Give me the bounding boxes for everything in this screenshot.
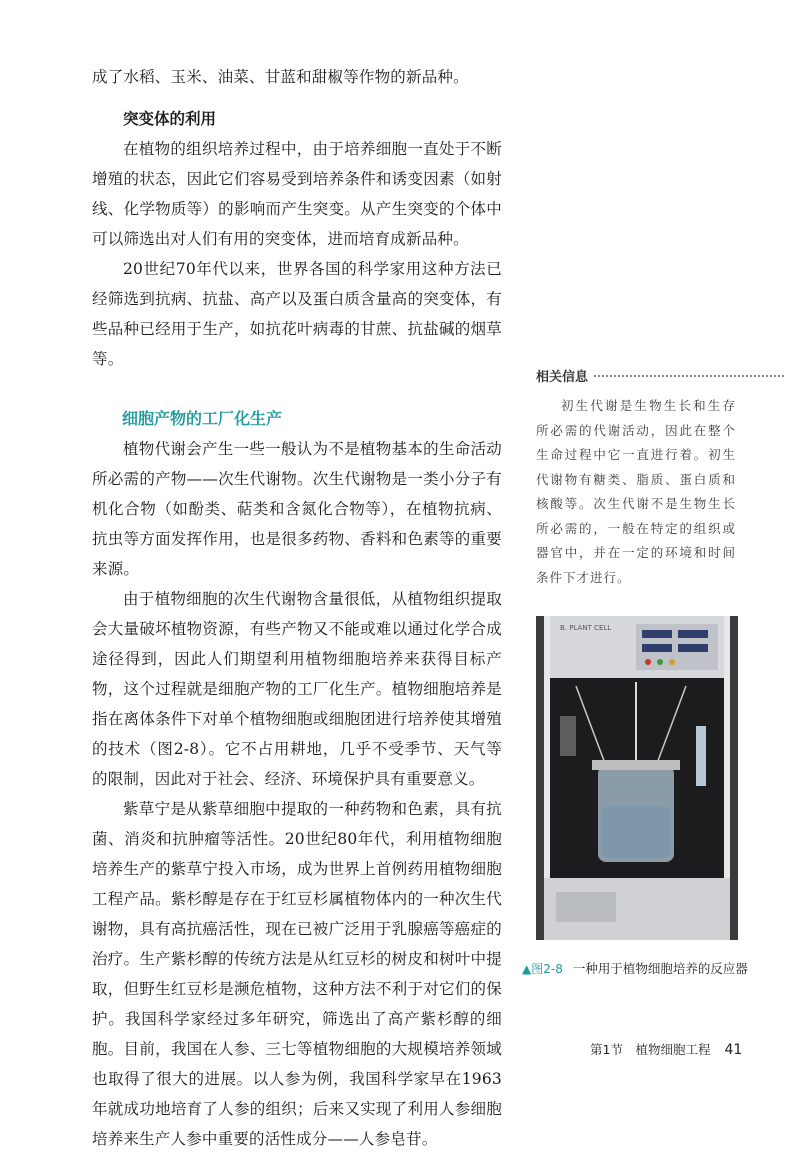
paragraph-shikonin-taxol: 紫草宁是从紫草细胞中提取的一种药物和色素，具有抗菌、消炎和抗肿瘤等活性。20世纪80年代，利用植物细胞培养生产的紫草宁投入市场，成为世界上首例药用植物细胞工程产品。紫杉醇是存在于红豆杉属植物体内的一种次生代谢物，具有高抗癌活性，现在已被广泛用于乳腺癌等癌症的治疗。生产紫杉醇的传统方法是从红豆杉的树皮和树叶中提取，但野生红豆杉是濒危植物，这种方法不利于对它们的保护。我国科学家经过多年研究，筛选出了高产紫杉醇的细胞。目前，我国在人参、三七等植物细胞的大规模培养领域也取得了很大的进展。以人参为例，我国科学家早在1963年就成功地培育了人参的组织；后来又实现了利用人参细胞培养来生产人参中重要的活性成分——人参皂苷。 [92,800,502,1148]
vessel-lid [592,760,680,770]
paragraph-1970s-research: 20世纪70年代以来，世界各国的科学家用这种方法已经筛选到抗病、抗盐、高产以及蛋白质含量高的突变体，有些品种已经用于生产，如抗花叶病毒的甘蔗、抗盐碱的烟草等。 [92,260,502,368]
base-panel [556,892,616,922]
device-brand: B. PLANT CELL [560,624,612,632]
display-screen-4 [678,644,708,652]
page-footer [590,1040,742,1058]
indicator-light-3 [669,659,675,665]
figure-caption-text: 一种用于植物细胞培养的反应器 [572,961,748,976]
section-title-factory-production: 细胞产物的工厂化生产 [122,409,283,428]
paragraph-cell-culture: 由于植物细胞的次生代谢物含量很低，从植物组织提取会大量破坏植物资源，有些产物又不能或难以通过化学合成途径得到，因此人们期望利用植物细胞培养来获得目标产物，这个过程就是细胞产物的工厂化生产。植物细胞培养是指在离体条件下对单个植物细胞或细胞团进行培养使其增殖的技术（图2-8）。它不占用耕地，几乎不受季节、天气等的限制，因此对于社会、经济、环境保护具有重要意义。 [92,590,502,788]
sidebar-body: 初生代谢是生物生长和生存所必需的代谢活动，因此在整个生命过程中它一直进行着。初生代谢物有糖类、脂质、蛋白质和核酸等。次生代谢不是生物生长所必需的，一般在特定的组织或器官中，并在一定的环境和时间条件下才进行。 [536,398,736,585]
main-text-column [92,62,502,1154]
culture-medium [602,806,670,858]
display-screen-2 [678,630,708,638]
pump [560,716,576,756]
bioreactor-photo [536,616,738,940]
page-number: 41 [724,1042,743,1058]
display-screen-1 [642,630,672,638]
indicator-light-2 [657,659,663,665]
sidebar-title-text: 相关信息 [536,370,589,385]
display-screen-3 [642,644,672,652]
indicator-light-1 [645,659,651,665]
paragraph-mutation: 在植物的组织培养过程中，由于培养细胞一直处于不断增殖的状态，因此它们容易受到培养条件和诱变因素（如射线、化学物质等）的影响而产生突变。从产生突变的个体中可以筛选出对人们有用的突变体，进而培育成新品种。 [92,140,502,248]
paragraph-secondary-metabolites: 植物代谢会产生一些一般认为不是植物基本的生命活动所必需的产物——次生代谢物。次生代谢物是一类小分子有机化合物（如酚类、萜类和含氮化合物等），在植物抗病、抗虫等方面发挥作用，也是很多药物、香料和色素等的重要来源。 [92,440,502,578]
footer-section: 第1节 植物细胞工程 [590,1042,711,1057]
subheading-mutant-use: 突变体的利用 [123,110,217,128]
figure-label: ▲图2-8 [522,962,563,976]
paragraph-continuation: 成了水稻、玉米、油菜、甘蓝和甜椒等作物的新品种。 [92,68,469,86]
figure-caption [522,958,762,980]
flowmeter [696,726,706,786]
sidebar-title [536,366,784,385]
sidebar-title-rule [594,375,784,377]
bioreactor-illustration [536,616,738,940]
